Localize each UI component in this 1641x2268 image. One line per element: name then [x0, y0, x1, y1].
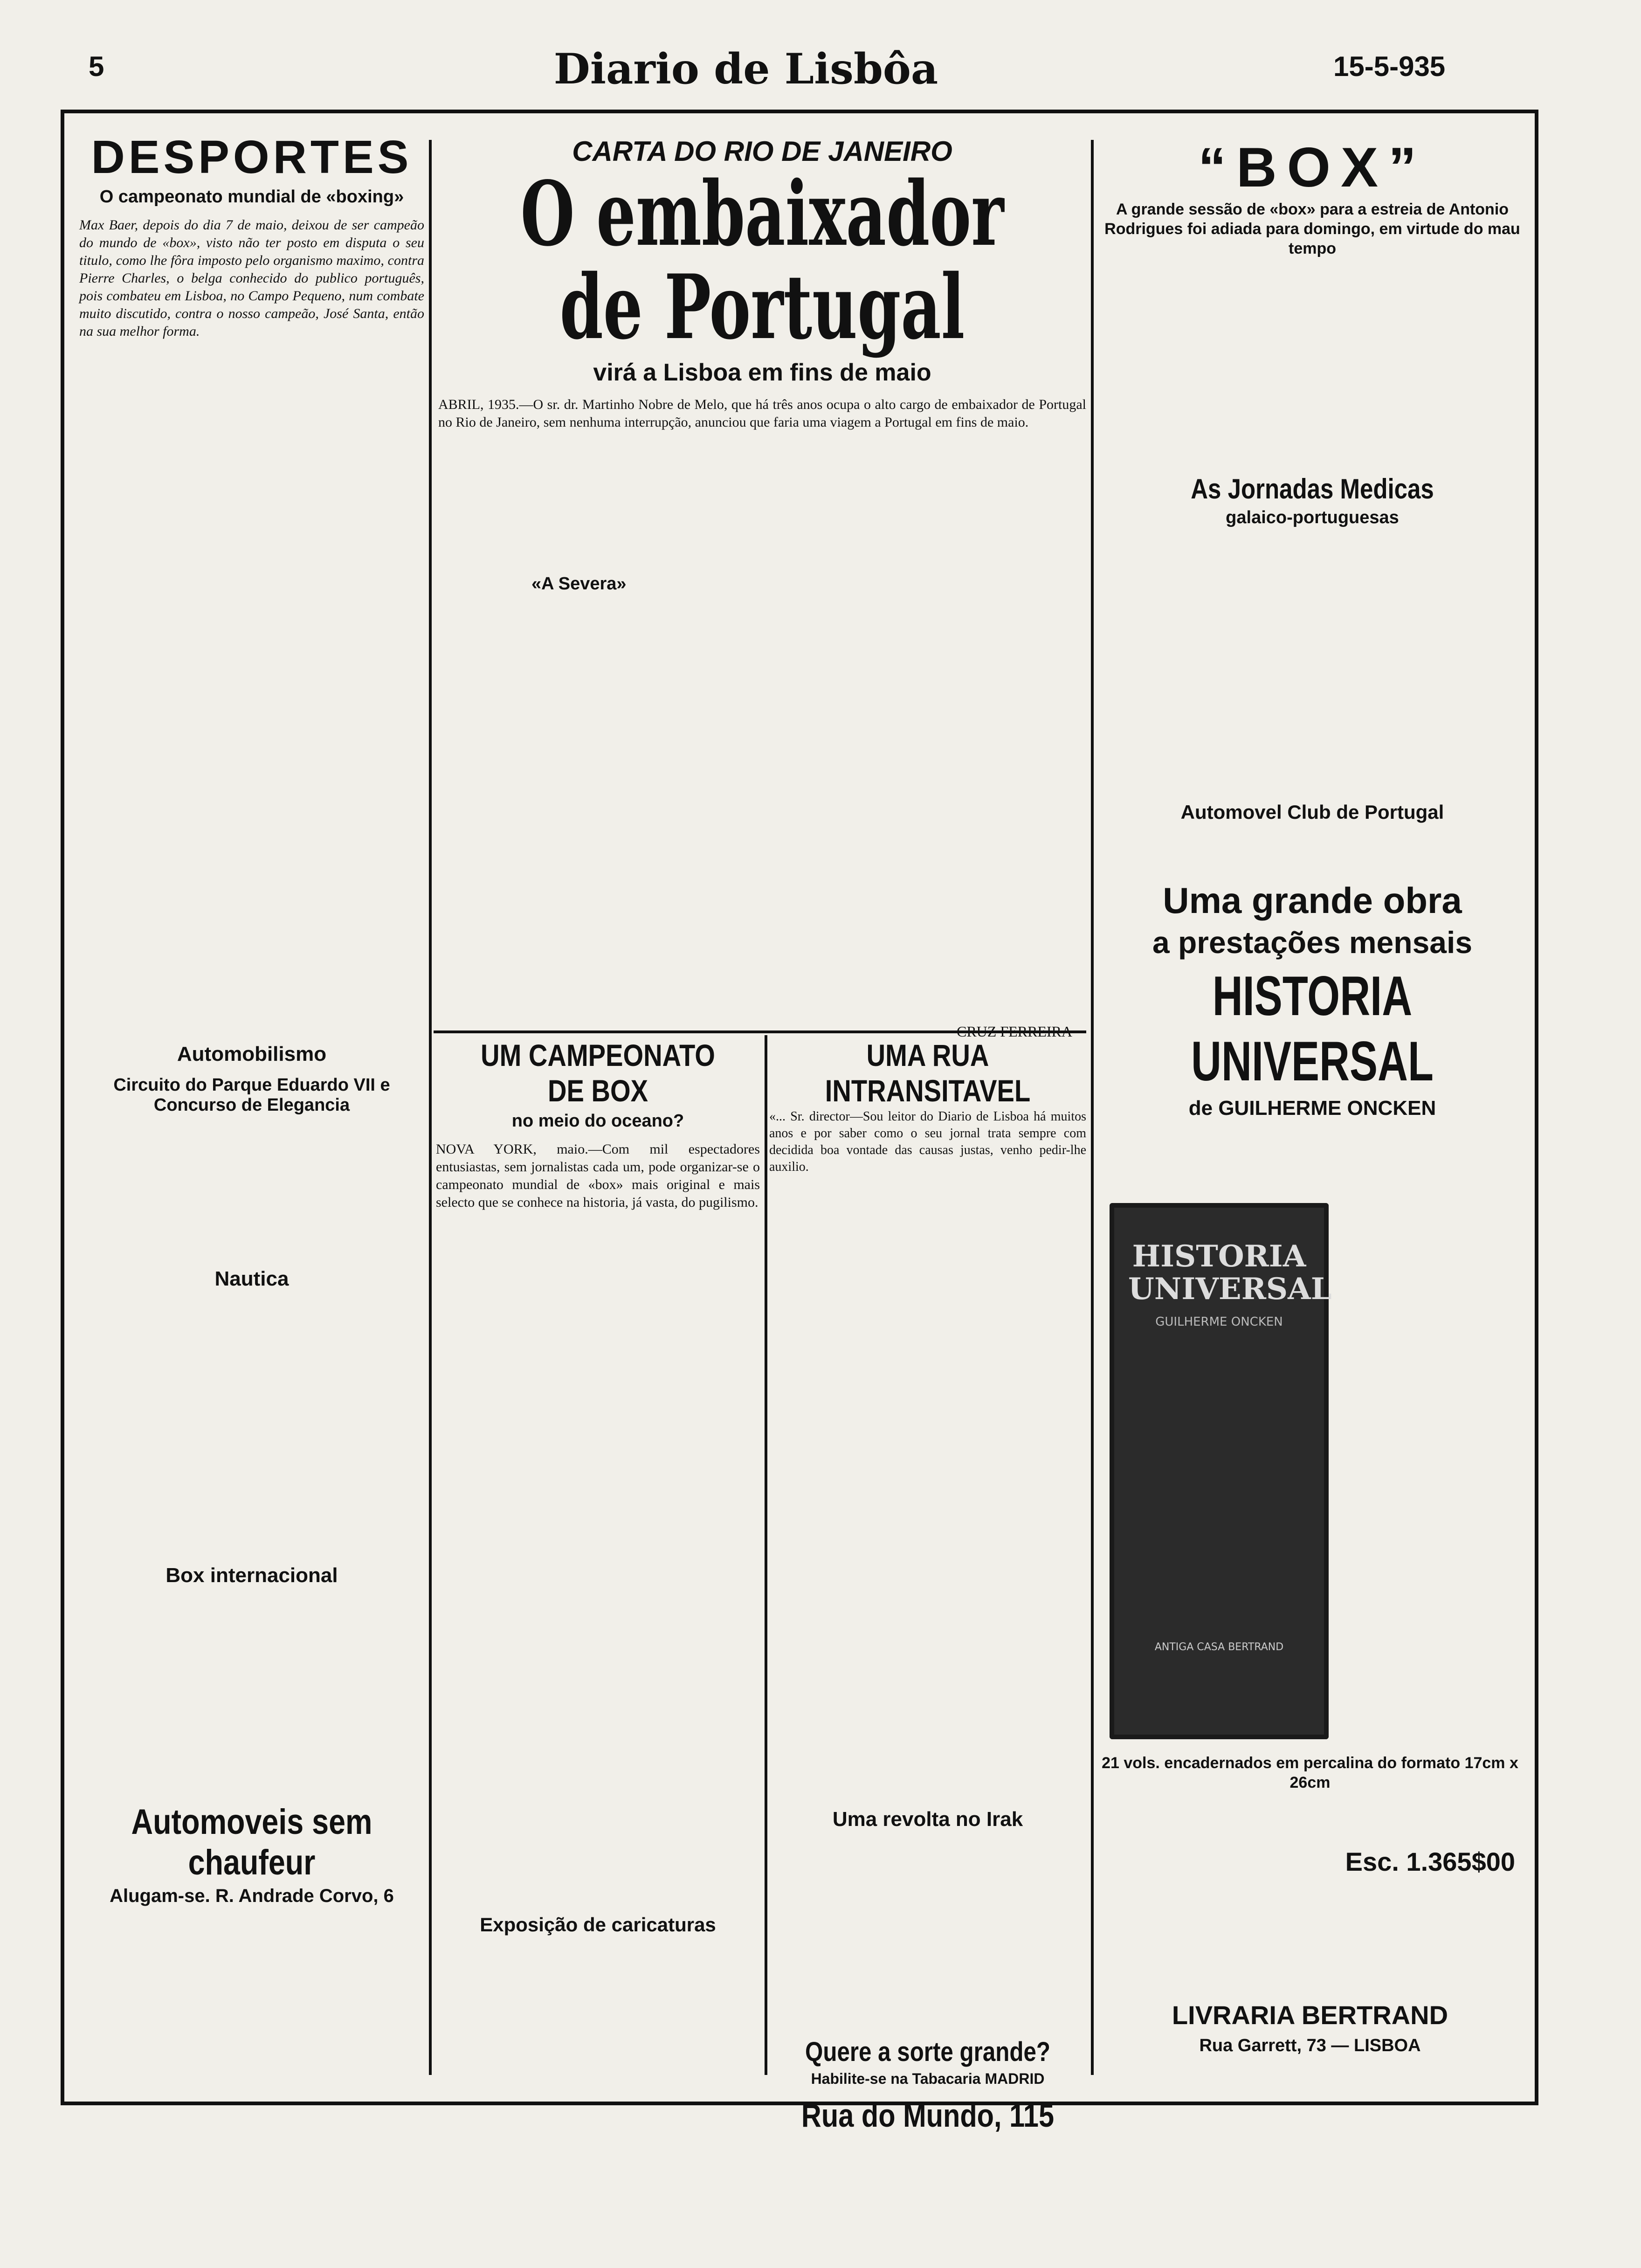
- book-title: HISTORIA UNIVERSAL: [1128, 1239, 1332, 1307]
- book-author: GUILHERME ONCKEN: [1155, 1315, 1283, 1329]
- ad-headline: HISTORIA UNIVERSAL: [1191, 965, 1434, 1093]
- book-publisher: ANTIGA CASA BERTRAND: [1154, 1641, 1284, 1653]
- article-heading: Box internacional: [165, 1564, 338, 1587]
- column-rule: [1091, 140, 1094, 2075]
- page-number: 5: [89, 51, 104, 82]
- ad-heading: Quere a sorte grande?: [805, 2037, 1051, 2067]
- ad-heading: Uma grande obra: [1163, 880, 1462, 921]
- article-heading: Nautica: [214, 1267, 289, 1290]
- headline-deck: virá a Lisboa em fins de maio: [593, 359, 931, 386]
- article-heading: O campeonato mundial de «boxing»: [99, 187, 404, 207]
- article-heading: Exposição de caricaturas: [480, 1914, 716, 1936]
- ad-heading: Automoveis sem chaufeur: [131, 1802, 372, 1882]
- left-column: [79, 131, 424, 2066]
- newspaper-title: Diario de Lisbôa: [553, 44, 938, 94]
- article-body: ABRIL, 1935.—O sr. dr. Martinho Nobre de Melo, que há três anos ocupa o alto cargo de embaixador de Portugal no Rio de Janeiro, sem nenhuma interrupção, anunciou que faria uma viagem a Portugal em fins de maio.: [438, 397, 1086, 430]
- section-heading-box: “BOX”: [1198, 136, 1427, 199]
- article-heading: Automobilismo: [177, 1043, 327, 1065]
- center-bottom-right-article: [769, 1037, 1086, 2134]
- article-body: Max Baer, depois do dia 7 de maio, deixou de ser campeão do mundo de «box», visto não ter posto em disputa o seu titulo, como lhe fôra imposto pelo organismo maximo, contra Pierre Charles, o belga conhecido do publico português, pois combateu em Lisboa, no Campo Pequeno, num combate muito discutido, contra o nosso campeão, José Santa, então na sua melhor forma.: [79, 217, 424, 339]
- issue-date: 15-5-935: [1333, 51, 1446, 82]
- article-kicker: CARTA DO RIO DE JANEIRO: [572, 136, 952, 167]
- byline: CRUZ FERREIRA: [956, 1023, 1072, 1040]
- section-heading-desportes: DESPORTES: [91, 131, 413, 183]
- center-top-article: [438, 135, 1086, 1040]
- article-subheading: Circuito do Parque Eduardo VII e Concurso de Elegancia: [113, 1075, 390, 1115]
- main-headline: O embaixador de Portugal: [520, 162, 1004, 359]
- article-body: «... Sr. director—Sou leitor do Diario de Lisboa há muitos anos e por saber como o seu jornal trata sempre com decidida boa vontade das causas justas, venho pedir-lhe auxilio.: [769, 1109, 1086, 1174]
- ad-detail: 21 vols. encadernados em percalina do formato 17cm x 26cm: [1102, 1754, 1518, 1791]
- column-rule: [429, 140, 432, 2075]
- ad-heading: Rua do Mundo, 115: [801, 2097, 1055, 2134]
- ad-address: Rua Garrett, 73 — LISBOA: [1199, 2036, 1421, 2055]
- article-heading: As Jornadas Medicas: [1191, 473, 1434, 505]
- article-headline: UMA RUA INTRANSITAVEL: [825, 1038, 1031, 1108]
- article-headline: UM CAMPEONATO DE BOX: [481, 1038, 715, 1108]
- article-subheading: galaico-portuguesas: [1226, 508, 1399, 527]
- center-bottom-left-article: [436, 1037, 760, 2077]
- article-body: NOVA YORK, maio.—Com mil espectadores entusiastas, sem jornalistas cada um, pode organizar-se o campeonato mundial de «box» mais original e mais selecto que se conhece na historia, já vasta, do pugilismo.: [436, 1141, 760, 1210]
- article-heading: Automovel Club de Portugal: [1180, 801, 1444, 823]
- column-rule: [765, 1035, 767, 2075]
- article-subheading: «A Severa»: [531, 574, 627, 594]
- article-subheading: no meio do oceano?: [511, 1111, 684, 1131]
- ad-subheading: Alugam-se. R. Andrade Corvo, 6: [110, 1886, 394, 1906]
- ad-price: Esc. 1.365$00: [1345, 1847, 1515, 1876]
- ad-subheading: de GUILHERME ONCKEN: [1188, 1097, 1436, 1120]
- ad-publisher: LIVRARIA BERTRAND: [1172, 2000, 1448, 2030]
- ad-subheading: Habilite-se na Tabacaria MADRID: [811, 2070, 1045, 2087]
- article-subheading: A grande sessão de «box» para a estreia de Antonio Rodrigues foi adiada para domingo, em virtude do mau tempo: [1104, 201, 1520, 257]
- article-heading: Uma revolta no Irak: [832, 1808, 1023, 1831]
- ad-heading: a prestações mensais: [1152, 925, 1473, 960]
